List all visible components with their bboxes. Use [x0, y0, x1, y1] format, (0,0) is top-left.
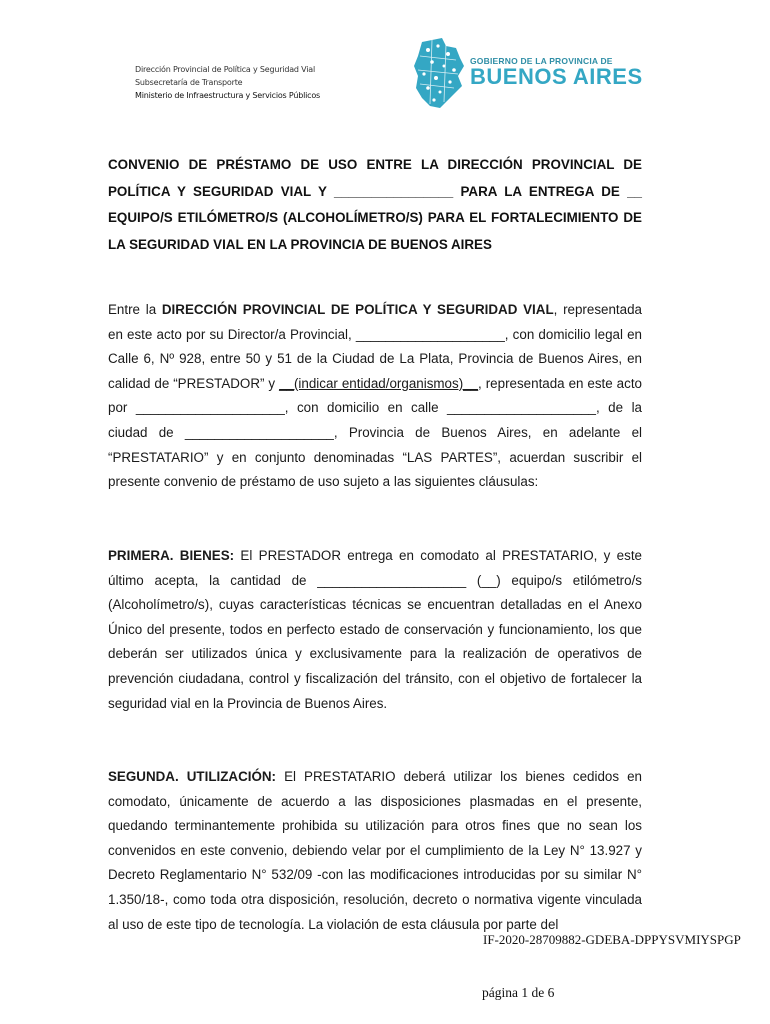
- clause-segunda: [108, 765, 642, 937]
- logo-title: BUENOS AIRES: [470, 64, 643, 89]
- document-id: IF-2020-28709882-GDEBA-DPPYSVMIYSPGP: [483, 932, 741, 947]
- intro-entity-placeholder: __(indicar entidad/organismos)__: [279, 375, 479, 391]
- intro-text-1: Entre la: [108, 302, 162, 317]
- page-number: página 1 de 6: [482, 985, 555, 1000]
- intro-text-2: , representada en este acto por su Director/a Provincial, ____________________, con domicilio legal en Calle 6, Nº 928, entre 50 y 51 de la Ciudad de La Plata, Provincia de Buenos Aires, en calidad de “PRESTADOR” y: [108, 302, 642, 391]
- intro-paragraph: [108, 298, 642, 495]
- header-line-direccion: Dirección Provincial de Política y Seguridad Vial: [135, 65, 315, 74]
- intro-party-prestador: DIRECCIÓN PROVINCIAL DE POLÍTICA Y SEGURIDAD VIAL: [161, 302, 554, 317]
- clause-primera: [108, 544, 642, 716]
- header-line-subsecretaria: Subsecretaría de Transporte: [135, 78, 243, 87]
- logo-subtitle: GOBIERNO DE LA PROVINCIA DE: [470, 56, 613, 66]
- header-line-ministerio: Ministerio de Infraestructura y Servicios Públicos: [135, 91, 320, 100]
- header-institution: [135, 63, 320, 102]
- buenos-aires-map-icon: [412, 36, 466, 110]
- province-logo: [412, 36, 643, 110]
- clause-primera-heading: PRIMERA. BIENES:: [108, 548, 235, 563]
- clause-primera-text: El PRESTADOR entrega en comodato al PRESTATARIO, y este último acepta, la cantidad de ____________________ (__) equipo/s etilómetro/s (Alcoholímetro/s), cuyas características técnicas se encuentran detalladas en el Anexo Único del presente, todos en perfecto estado de conservación y funcionamiento, los que deberán ser utilizados única y exclusivamente para la realización de operativos de prevención ciudadana, control y fiscalización del tránsito, con el objetivo de fortalecer la seguridad vial en la Provincia de Buenos Aires.: [108, 548, 642, 711]
- logo-text: [470, 56, 643, 88]
- document-title: CONVENIO DE PRÉSTAMO DE USO ENTRE LA DIRECCIÓN PROVINCIAL DE POLÍTICA Y SEGURIDAD VIAL Y ________________ PARA LA ENTREGA DE __ EQUIPO/S ETILÓMETRO/S (ALCOHOLÍMETRO/S) PARA EL FORTALECIMIENTO DE LA SEGURIDAD VIAL EN LA PROVINCIA DE BUENOS AIRES: [108, 157, 642, 252]
- intro-text-3: , representada en este acto por ____________________, con domicilio en calle ____________________, de la ciudad de ____________________, Provincia de Buenos Aires, en adelante el “PRESTATARIO” y en conjunto denominadas “LAS PARTES”, acuerdan suscribir el presente convenio de préstamo de uso sujeto a las siguientes cláusulas:: [108, 375, 642, 490]
- clause-segunda-heading: SEGUNDA. UTILIZACIÓN:: [108, 769, 277, 784]
- clause-segunda-text: El PRESTATARIO deberá utilizar los bienes cedidos en comodato, únicamente de acuerdo a las disposiciones plasmadas en el presente, quedando terminantemente prohibida su utilización para otros fines que no sean los convenidos en este convenio, debiendo velar por el cumplimiento de la Ley N° 13.927 y Decreto Reglamentario N° 532/09 -con las modificaciones introducidas por su similar N° 1.350/18-, como toda otra disposición, resolución, decreto o normativa vigente vinculada al uso de este tipo de tecnología. La violación de esta cláusula por parte del: [108, 769, 643, 932]
